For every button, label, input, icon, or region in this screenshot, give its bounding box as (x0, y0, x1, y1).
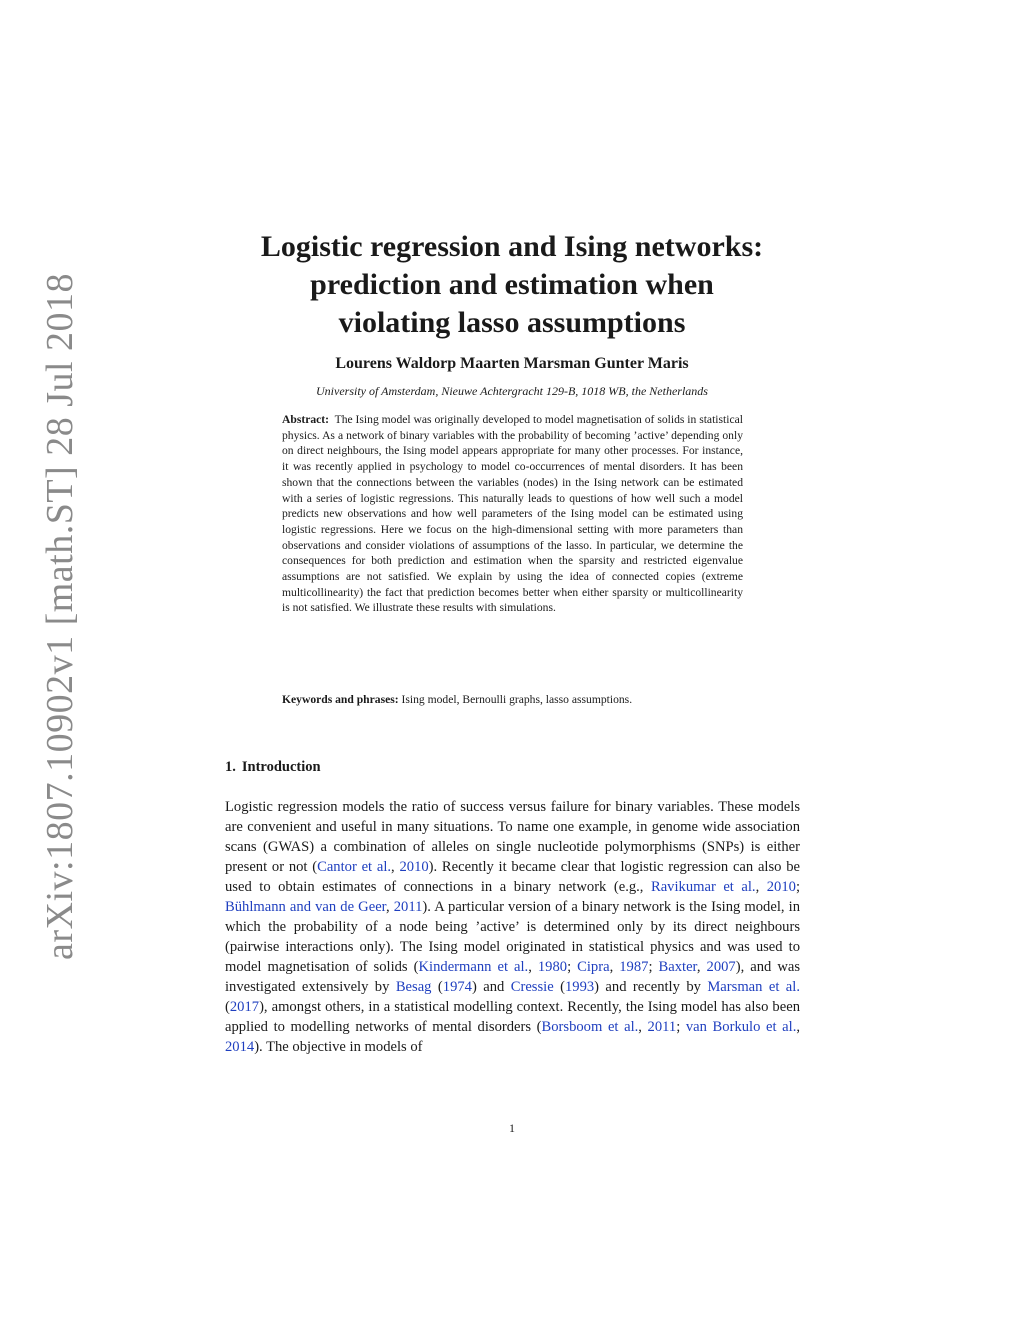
intro-text: ; (567, 959, 578, 975)
paper-title (200, 228, 824, 342)
intro-text: ; (676, 1019, 686, 1035)
intro-text: , (638, 1019, 648, 1035)
intro-text: , (528, 959, 538, 975)
intro-text: ). The objective in models of (254, 1039, 423, 1055)
citation-link[interactable]: 2007 (706, 959, 736, 975)
intro-text: ). Recently it became clear that logistic regression can also be used to obtain estimates of connections in a binary network (e.g., (225, 859, 801, 895)
intro-text: ) and (471, 979, 511, 995)
section-title: Introduction (241, 759, 321, 775)
intro-text: , (696, 959, 707, 975)
intro-paragraph (225, 797, 800, 1057)
title-line: violating lasso assumptions (338, 306, 686, 339)
intro-text: ), and was investigated extensively by (225, 959, 801, 995)
citation-link[interactable]: 2011 (393, 899, 423, 915)
intro-text: , (391, 859, 400, 875)
citation-link[interactable]: Baxter (658, 959, 697, 975)
citation-link[interactable]: van Borkulo et al. (685, 1019, 797, 1035)
citation-link[interactable]: Cantor et al. (317, 859, 392, 875)
intro-text: ; (795, 879, 800, 895)
section-number: 1. (225, 759, 236, 775)
citation-link[interactable]: Cressie (510, 979, 554, 995)
citation-link[interactable]: 2010 (766, 879, 796, 895)
citation-link[interactable]: 2010 (399, 859, 429, 875)
citation-link[interactable]: 1980 (537, 959, 568, 975)
section-heading (225, 759, 321, 776)
intro-text: , (385, 899, 394, 915)
page-number: 1 (509, 1121, 515, 1135)
affiliation: University of Amsterdam, Nieuwe Achtergracht 129-B, 1018 WB, the Netherlands (316, 384, 708, 398)
abstract-label: Abstract: (282, 413, 330, 426)
abstract (282, 412, 743, 616)
intro-text: ( (225, 999, 230, 1015)
keywords (282, 692, 743, 708)
citation-link[interactable]: Bühlmann and van de Geer (225, 899, 386, 915)
intro-text: ) and recently by (594, 979, 708, 995)
intro-text: , (755, 879, 767, 895)
intro-text: ( (553, 979, 565, 995)
citation-link[interactable]: 1987 (619, 959, 649, 975)
intro-text: ). A particular version of a binary network is the Ising model, in which the probability of a node being ’active’ is determined only by its direct neighbours (pairwise interactions only). The Ising model originated in statistical physics and was used to model magnetisation of solids ( (225, 899, 800, 975)
citation-link[interactable]: 2011 (647, 1019, 677, 1035)
citation-link[interactable]: Besag (395, 979, 432, 995)
intro-text: , (609, 959, 620, 975)
citation-link[interactable]: Ravikumar et al. (650, 879, 756, 895)
intro-text: ( (431, 979, 443, 995)
abstract-text: The Ising model was originally developed to model magnetisation of solids in statistical physics. As a network of binary variables with the probability of becoming ’active’ depending only on direct neighbours, the Ising model appears appropriate for many other processes. For instance, it was recently applied in psychology to model co-occurrences of mental disorders. It has been shown that the connections between the variables (nodes) in the Ising network can be estimated with a series of logistic regressions. This naturally leads to questions of how well such a model predicts new observations and how well parameters of the Ising model can be estimated using logistic regressions. Here we focus on the high-dimensional setting with more parameters than observations and consider violations of assumptions of the lasso. In particular, we determine the consequences for both prediction and estimation when the sparsity and restricted eigenvalue assumptions are not satisfied. We explain by using the idea of connected copies (extreme multicollinearity) the fact that prediction becomes better when either sparsity or multicollinearity is not satisfied. We illustrate these results with simulations. (282, 413, 743, 615)
author-list: Lourens Waldorp Maarten Marsman Gunter Maris (335, 355, 689, 372)
citation-link[interactable]: Kindermann et al. (418, 959, 529, 975)
title-line: Logistic regression and Ising networks: (260, 230, 764, 263)
citation-link[interactable]: 1993 (564, 979, 595, 995)
intro-text: Logistic regression models the ratio of success versus failure for binary variables. These models are convenient and useful in many situations. To name one example, in genome wide association scans (GWAS) a combination of alleles on single nucleotide polymorphisms (SNPs) is either present or not ( (225, 799, 800, 875)
keywords-text: Ising model, Bernoulli graphs, lasso assumptions. (401, 693, 633, 706)
keywords-label: Keywords and phrases: (282, 693, 399, 706)
citation-link[interactable]: 2014 (225, 1039, 255, 1055)
intro-text: ; (648, 959, 659, 975)
citation-link[interactable]: Cipra (577, 959, 610, 975)
citation-link[interactable]: Marsman et al. (707, 979, 800, 995)
arxiv-identifier-stamp: arXiv:1807.10902v1 [math.ST] 28 Jul 2018 (39, 272, 81, 960)
citation-link[interactable]: 2017 (229, 999, 260, 1015)
intro-text: , (796, 1019, 800, 1035)
title-line: prediction and estimation when (310, 268, 714, 301)
intro-text: ), amongst others, in a statistical modelling context. Recently, the Ising model has also been applied to modelling networks of mental disorders ( (225, 999, 800, 1035)
citation-link[interactable]: 1974 (442, 979, 472, 995)
citation-link[interactable]: Borsboom et al. (541, 1019, 639, 1035)
